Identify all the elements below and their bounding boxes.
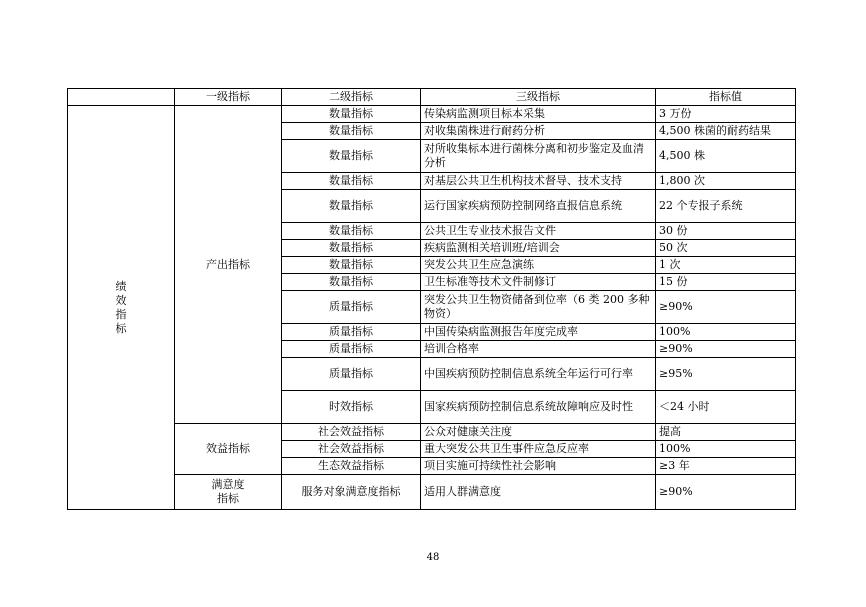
level2-cell: 时效指标	[282, 391, 421, 424]
level3-cell: 重大突发公共卫生事件应急反应率	[421, 441, 656, 458]
level2-cell: 数量指标	[282, 240, 421, 257]
level3-cell: 对收集菌株进行耐药分析	[421, 123, 656, 140]
value-cell: ≥90%	[656, 475, 796, 510]
level2-cell: 数量指标	[282, 257, 421, 274]
level2-cell: 数量指标	[282, 190, 421, 223]
value-cell: 30 份	[656, 223, 796, 240]
level2-cell: 数量指标	[282, 106, 421, 123]
level3-cell: 突发公共卫生物资储备到位率（6 类 200 多种物资）	[421, 291, 656, 324]
level3-cell: 国家疾病预防控制信息系统故障响应及时性	[421, 391, 656, 424]
header-empty-cell	[68, 89, 175, 106]
level3-cell: 对所收集标本进行菌株分离和初步鉴定及血清分析	[421, 140, 656, 173]
category-label: 绩效指标	[115, 279, 127, 335]
value-cell: 50 次	[656, 240, 796, 257]
value-cell: 100%	[656, 441, 796, 458]
level2-cell: 社会效益指标	[282, 441, 421, 458]
value-cell: ≥90%	[656, 291, 796, 324]
level3-cell: 项目实施可持续性社会影响	[421, 458, 656, 475]
level3-cell: 对基层公共卫生机构技术督导、技术支持	[421, 173, 656, 190]
level3-cell: 疾病监测相关培训班/培训会	[421, 240, 656, 257]
level3-cell: 公众对健康关注度	[421, 424, 656, 441]
level3-cell: 培训合格率	[421, 341, 656, 358]
level3-cell: 适用人群满意度	[421, 475, 656, 510]
header-level3: 三级指标	[421, 89, 656, 106]
level2-cell: 服务对象满意度指标	[282, 475, 421, 510]
header-row	[68, 89, 796, 106]
value-cell: ≥90%	[656, 341, 796, 358]
level3-cell: 突发公共卫生应急演练	[421, 257, 656, 274]
level3-cell: 运行国家疾病预防控制网络直报信息系统	[421, 190, 656, 223]
value-cell: 3 万份	[656, 106, 796, 123]
level3-cell: 中国疾病预防控制信息系统全年运行可行率	[421, 358, 656, 391]
group-benefit: 效益指标	[175, 424, 282, 475]
level2-cell: 质量指标	[282, 324, 421, 341]
level2-cell: 数量指标	[282, 123, 421, 140]
header-level2: 二级指标	[282, 89, 421, 106]
level2-cell: 社会效益指标	[282, 424, 421, 441]
category-cell	[68, 106, 175, 510]
value-cell: 1,800 次	[656, 173, 796, 190]
level3-cell: 公共卫生专业技术报告文件	[421, 223, 656, 240]
level2-cell: 数量指标	[282, 173, 421, 190]
value-cell: ≥3 年	[656, 458, 796, 475]
level2-cell: 质量指标	[282, 291, 421, 324]
table-row	[68, 106, 796, 123]
group-output: 产出指标	[175, 106, 282, 424]
header-value: 指标值	[656, 89, 796, 106]
level2-cell: 数量指标	[282, 274, 421, 291]
table-row	[68, 475, 796, 510]
level3-cell: 卫生标准等技术文件制修订	[421, 274, 656, 291]
value-cell: 4,500 株菌的耐药结果	[656, 123, 796, 140]
level2-cell: 数量指标	[282, 223, 421, 240]
value-cell: 100%	[656, 324, 796, 341]
level2-cell: 生态效益指标	[282, 458, 421, 475]
value-cell: ＜24 小时	[656, 391, 796, 424]
level2-cell: 质量指标	[282, 341, 421, 358]
value-cell: 1 次	[656, 257, 796, 274]
value-cell: ≥95%	[656, 358, 796, 391]
performance-indicator-table	[67, 88, 796, 510]
level2-cell: 数量指标	[282, 140, 421, 173]
level3-cell: 中国传染病监测报告年度完成率	[421, 324, 656, 341]
value-cell: 4,500 株	[656, 140, 796, 173]
value-cell: 提高	[656, 424, 796, 441]
page-number: 48	[426, 552, 440, 563]
value-cell: 15 份	[656, 274, 796, 291]
table-row	[68, 424, 796, 441]
group-satisfaction: 满意度 指标	[175, 475, 282, 510]
value-cell: 22 个专报子系统	[656, 190, 796, 223]
header-level1: 一级指标	[175, 89, 282, 106]
level2-cell: 质量指标	[282, 358, 421, 391]
level3-cell: 传染病监测项目标本采集	[421, 106, 656, 123]
